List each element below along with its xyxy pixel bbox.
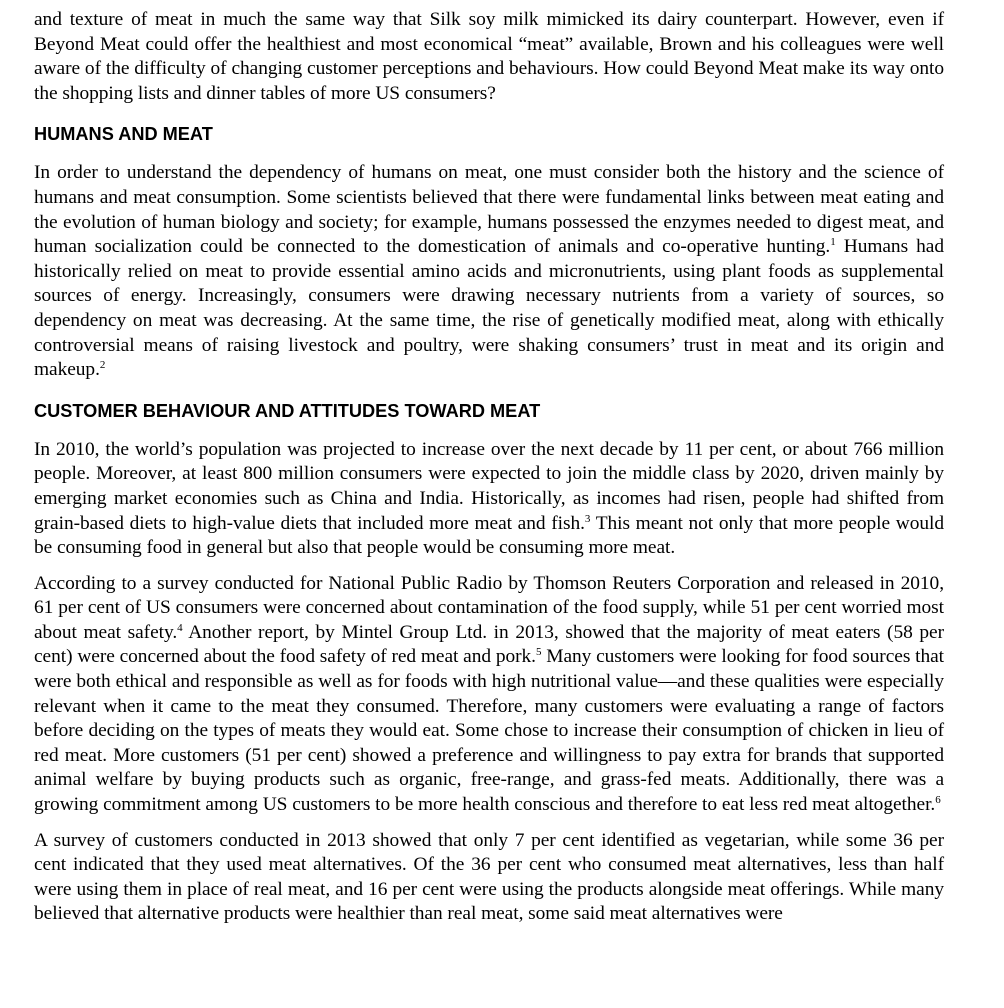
footnote-ref-3: 3 (584, 512, 591, 525)
paragraph-text: In order to understand the dependency of humans on meat, one must consider both the history and the science of humans and meat consumption. Some scientists believed that there were fundamental links between meat eating and the evolution of human biology and society; for example, humans possessed the enzymes needed to digest meat, and human socialization could be connected to the domestication of animals and co-operative hunting. (34, 162, 944, 258)
section-heading-customer-behaviour: CUSTOMER BEHAVIOUR AND ATTITUDES TOWARD MEAT (34, 400, 541, 421)
paragraph-text: Another report, by Mintel Group Ltd. in 2013, showed that the majority of meat eaters (58 per cent) were concerned about the food safety of red meat and pork. (34, 621, 944, 668)
intro-paragraph (34, 8, 944, 106)
paragraph-text: Humans had historically relied on meat to provide essential amino acids and micronutrients, using plant foods as supplemental sources of energy. Increasingly, consumers were drawing necessary nutrients from a variety of sources, so dependency on meat was decreasing. At the same time, the rise of genetically modified meat, along with ethically controversial means of raising livestock and poultry, were shaking consumers’ trust in meat and its origin and makeup. (34, 236, 944, 381)
footnote-ref-1: 1 (830, 236, 836, 249)
survey-paragraph (34, 572, 944, 818)
paragraph-text: In 2010, the world’s population was projected to increase over the next decade by 11 per cent, or about 766 million people. Moreover, at least 800 million consumers were expected to join the middle class by 2020, driven mainly by emerging market economies such as China and India. Historically, as incomes had risen, people had shifted from grain-based diets to high-value diets that included more meat and fish. (34, 438, 944, 534)
paragraph-text: This meant not only that more people would be consuming food in general but also that people would be consuming more meat. (34, 512, 944, 559)
paragraph-text: According to a survey conducted for National Public Radio by Thomson Reuters Corporation and released in 2010, 61 per cent of US consumers were concerned about contamination of the food supply, while 51 per cent worried most about meat safety. (34, 572, 944, 643)
footnote-ref-5: 5 (535, 646, 542, 659)
paragraph-text: A survey of customers conducted in 2013 showed that only 7 per cent identified as vegetarian, while some 36 per cent indicated that they used meat alternatives. Of the 36 per cent who consumed meat alternatives, less than half were using them in place of real meat, and 16 per cent were using the products alongside meat offerings. While many believed that alternative products were healthier than real meat, some said meat alternatives were (34, 829, 944, 925)
intro-paragraph-text: and texture of meat in much the same way that Silk soy milk mimicked its dairy counterpart. However, even if Beyond Meat could offer the healthiest and most economical “meat” available, Brown and his colleagues were well aware of the difficulty of changing customer perceptions and behaviours. How could Beyond Meat make its way onto the shopping lists and dinner tables of more US consumers? (34, 9, 944, 104)
section-heading-humans-and-meat: HUMANS AND MEAT (34, 124, 213, 145)
footnote-ref-2: 2 (99, 359, 106, 372)
humans-and-meat-paragraph (34, 161, 944, 382)
document-page (34, 8, 944, 938)
footnote-ref-6: 6 (935, 794, 941, 807)
footnote-ref-4: 4 (177, 621, 183, 634)
population-paragraph (34, 438, 944, 561)
paragraph-text: Many customers were looking for food sources that were both ethical and responsible as well as for foods with high nutritional value—and these qualities were especially relevant when it came to the meat they consumed. Therefore, many customers were evaluating a range of factors before deciding on the types of meats they would eat. Some chose to increase their consumption of chicken in lieu of red meat. More customers (51 per cent) showed a preference and willingness to pay extra for brands that supported animal welfare by buying products such as organic, free-range, and grass-fed meats. Additionally, there was a growing commitment among US customers to be more health conscious and therefore to eat less red meat altogether. (34, 646, 945, 816)
meat-alternatives-paragraph (34, 829, 944, 927)
